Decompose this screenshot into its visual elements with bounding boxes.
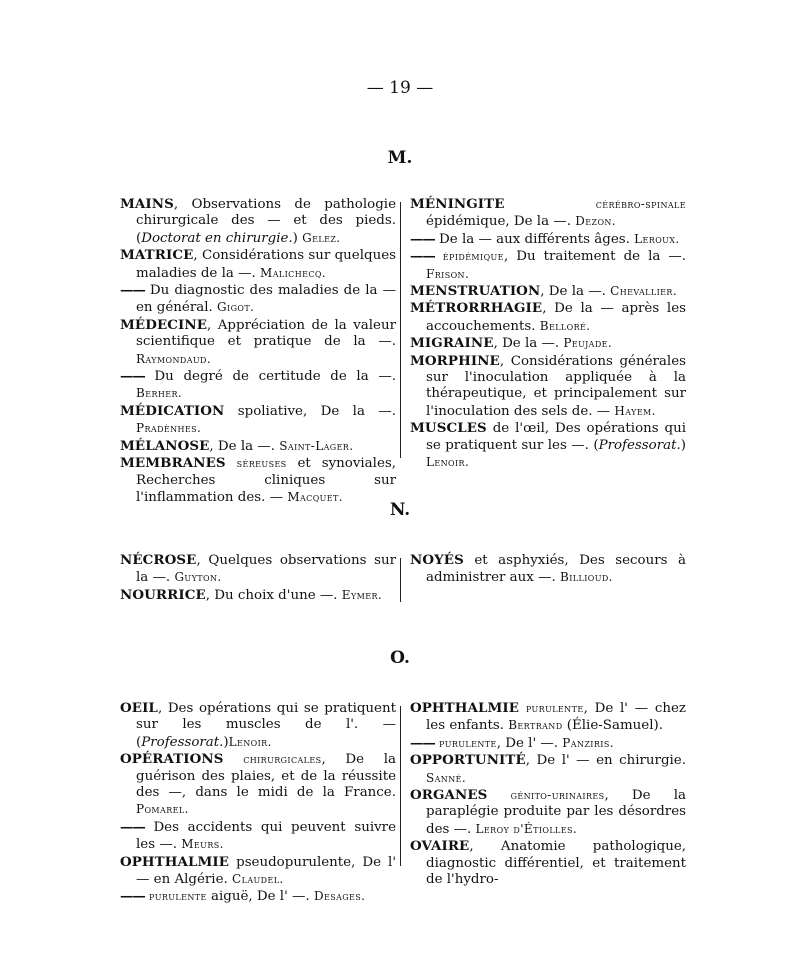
index-entry [120, 700, 396, 751]
entry-heading: MATRICE [120, 247, 194, 264]
entry-text: , Quelques observations sur la —. [136, 553, 396, 586]
entry-text: et synoviales, Recherches cliniques sur l'inflammation des. — [136, 456, 396, 505]
entry-text: , De la —. [493, 336, 564, 352]
entry-author: Lenoir. [228, 734, 272, 749]
entry-author: Frison. [426, 266, 470, 281]
section-n-left-column [120, 552, 396, 604]
index-entry [120, 317, 396, 368]
entry-author: Peujade. [563, 336, 613, 351]
index-entry [120, 368, 396, 403]
entry-text: ) [292, 230, 303, 246]
entry-heading: MÉTRORRHAGIE [410, 300, 543, 317]
entry-text: , Considérations générales sur l'inoculation appliquée à la thérapeutique, et principalement sur l'inoculation des sels de. — [426, 353, 686, 419]
entry-author: Bertrand [508, 718, 563, 733]
entry-author: Leroy d'Étiolles. [475, 821, 578, 836]
entry-heading: OVAIRE [410, 838, 470, 855]
entry-text: , Anatomie pathologique, diagnostic différentiel, et traitement de l'hydro- [426, 839, 686, 888]
entry-author: Berher. [136, 386, 183, 401]
column-divider [400, 202, 401, 458]
entry-text: , De la guérison des plaies, et de la réussite des —, dans le midi de la France. [136, 752, 396, 801]
entry-heading: —— [410, 230, 435, 247]
section-o-right-column [410, 700, 686, 888]
entry-qualifier: cérébro-spinale [595, 197, 686, 211]
entry-qualifier: épidémique [442, 249, 504, 264]
index-entry [410, 231, 686, 248]
entry-author: Raymondaud. [136, 351, 212, 366]
entry-text: , De la —. [209, 438, 280, 454]
index-entry [410, 752, 686, 787]
entry-author: Leroux. [634, 231, 680, 246]
entry-author: Macquet. [287, 489, 343, 504]
entry-author: Saint-Lager. [279, 438, 354, 453]
entry-text: , Du choix d'une —. [205, 587, 342, 603]
entry-heading: MUSCLES [410, 420, 487, 437]
index-entry [410, 248, 686, 283]
entry-heading: OPÉRATIONS [120, 751, 224, 768]
entry-heading: ORGANES [410, 787, 488, 804]
entry-qualifier: chirurgicales [243, 752, 322, 767]
entry-heading: NOYÉS [410, 552, 464, 568]
entry-text: , De la —. [540, 284, 611, 300]
index-entry [410, 283, 686, 300]
entry-text: , Des opérations qui se pratiquent sur les muscles de l'. —( [136, 701, 396, 750]
section-m-left-column [120, 196, 396, 506]
entry-heading: —— [120, 282, 145, 299]
entry-heading: —— [120, 368, 145, 385]
entry-heading: OPPORTUNITÉ [410, 752, 526, 769]
entry-italic-note: Professorat. [141, 734, 224, 750]
entry-text: aiguë, De l' —. [206, 889, 314, 905]
entry-qualifier: séreuses [236, 456, 287, 471]
entry-heading: NOURRICE [120, 586, 206, 603]
entry-author: Lenoir. [426, 455, 470, 470]
entry-text: , De la paraplégie produite par les désordres des —. [426, 788, 686, 837]
section-letter-o: O. [390, 648, 410, 668]
index-entry [120, 282, 396, 317]
index-entry [120, 196, 396, 247]
entry-text: Du diagnostic des maladies de la — en général. [136, 283, 396, 316]
entry-text: , Du traitement de la —. [503, 249, 686, 265]
entry-text: , Considérations sur quelques maladies de la —. [136, 248, 396, 281]
entry-qualifier: purulente [439, 735, 497, 750]
entry-author: Meurs. [181, 837, 224, 852]
index-entry [410, 700, 686, 735]
entry-heading: MÉDICATION [120, 402, 225, 419]
entry-author: Sanné. [426, 770, 467, 785]
index-entry [410, 196, 686, 231]
section-letter-n: N. [389, 500, 411, 520]
index-entry [120, 438, 396, 455]
entry-author: Belloré. [539, 318, 591, 333]
index-entry [120, 403, 396, 438]
column-divider [400, 558, 401, 602]
entry-text: épidémique, De la —. [426, 214, 576, 230]
index-entry [410, 787, 686, 838]
index-entry [120, 552, 396, 587]
index-entry [410, 552, 686, 587]
entry-heading: —— [410, 734, 435, 751]
entry-qualifier: génito-urinaires [510, 788, 605, 803]
entry-author: Pomarel. [136, 802, 189, 817]
entry-heading: —— [120, 888, 145, 905]
index-entry [410, 420, 686, 471]
entry-heading: —— [120, 818, 145, 835]
entry-text: De la — aux différents âges. [434, 231, 635, 247]
entry-heading: MEMBRANES [120, 455, 226, 472]
entry-text: Du degré de certitude de la —. [144, 369, 396, 385]
entry-heading: NÉCROSE [120, 552, 197, 568]
entry-text: ) [223, 734, 229, 750]
entry-author: Dezon. [575, 214, 617, 229]
entry-text: spoliative, De la —. [224, 403, 396, 419]
index-entry [410, 838, 686, 888]
index-entry [410, 735, 686, 752]
entry-qualifier: purulente [525, 701, 584, 715]
entry-text: , De la — après les accouchements. [426, 301, 686, 334]
entry-italic-note: Professorat. [598, 437, 681, 453]
entry-text: , De l' —. [496, 735, 563, 751]
section-m-right-column [410, 196, 686, 472]
page-number: — 19 — [366, 78, 434, 98]
entry-heading: OPHTHALMIE [120, 853, 230, 870]
entry-heading: —— [410, 248, 435, 265]
entry-author: Claudel. [232, 872, 284, 887]
index-entry [120, 819, 396, 854]
entry-qualifier: purulente [149, 889, 207, 904]
index-entry [410, 335, 686, 352]
entry-heading: MENSTRUATION [410, 283, 541, 300]
index-entry [120, 854, 396, 889]
entry-heading: MÉNINGITE [410, 196, 505, 212]
index-entry [120, 587, 396, 604]
entry-text: , De l' — en chirurgie. [525, 753, 686, 769]
entry-italic-note: Doctorat en chirurgie. [141, 230, 293, 246]
entry-heading: OPHTHALMIE [410, 700, 520, 716]
entry-author: Eymer. [341, 587, 383, 602]
entry-text: , Observations de pathologie chirurgicale des — et des pieds. ( [136, 197, 396, 246]
entry-author: Panziris. [562, 735, 614, 750]
index-entry [410, 300, 686, 335]
index-entry [120, 888, 396, 905]
entry-heading: OEIL [120, 700, 158, 716]
entry-author: Billioud. [560, 570, 613, 585]
index-entry [120, 455, 396, 506]
entry-text: Des accidents qui peuvent suivre les —. [136, 819, 396, 853]
entry-heading: MIGRAINE [410, 335, 494, 352]
entry-heading: MAINS [120, 196, 174, 212]
entry-text: pseudopurulente, De l' — en Algérie. [136, 854, 396, 888]
entry-author: Chevallier. [610, 284, 678, 299]
entry-text: , De l' — chez les enfants. [426, 701, 686, 734]
entry-heading: MÉDECINE [120, 316, 208, 333]
entry-text: (Élie-Samuel). [562, 718, 663, 734]
entry-author: Desages. [313, 889, 366, 904]
entry-heading: MÉLANOSE [120, 437, 210, 454]
entry-text: et asphyxiés, Des secours à administrer aux —. [426, 553, 686, 586]
entry-author: Guyton. [174, 570, 222, 585]
entry-author: Hayem. [614, 403, 656, 418]
entry-author: Pradènhes. [136, 421, 202, 436]
index-entry [120, 751, 396, 819]
index-entry [410, 353, 686, 421]
entry-text: , Appréciation de la valeur scientifique et pratique de la —. [136, 317, 396, 350]
entry-heading: MORPHINE [410, 352, 500, 369]
section-letter-m: M. [387, 148, 413, 168]
section-n-right-column [410, 552, 686, 587]
section-o-left-column [120, 700, 396, 906]
entry-author: Gigot. [217, 300, 255, 315]
entry-author: Malichecq. [260, 265, 327, 280]
entry-text: de l'œil, Des opérations qui se pratiquent sur les —. ( [426, 421, 686, 453]
entry-author: Gelez. [302, 230, 341, 245]
index-entry [120, 247, 396, 282]
column-divider [400, 706, 401, 866]
entry-text: ) [680, 437, 686, 453]
